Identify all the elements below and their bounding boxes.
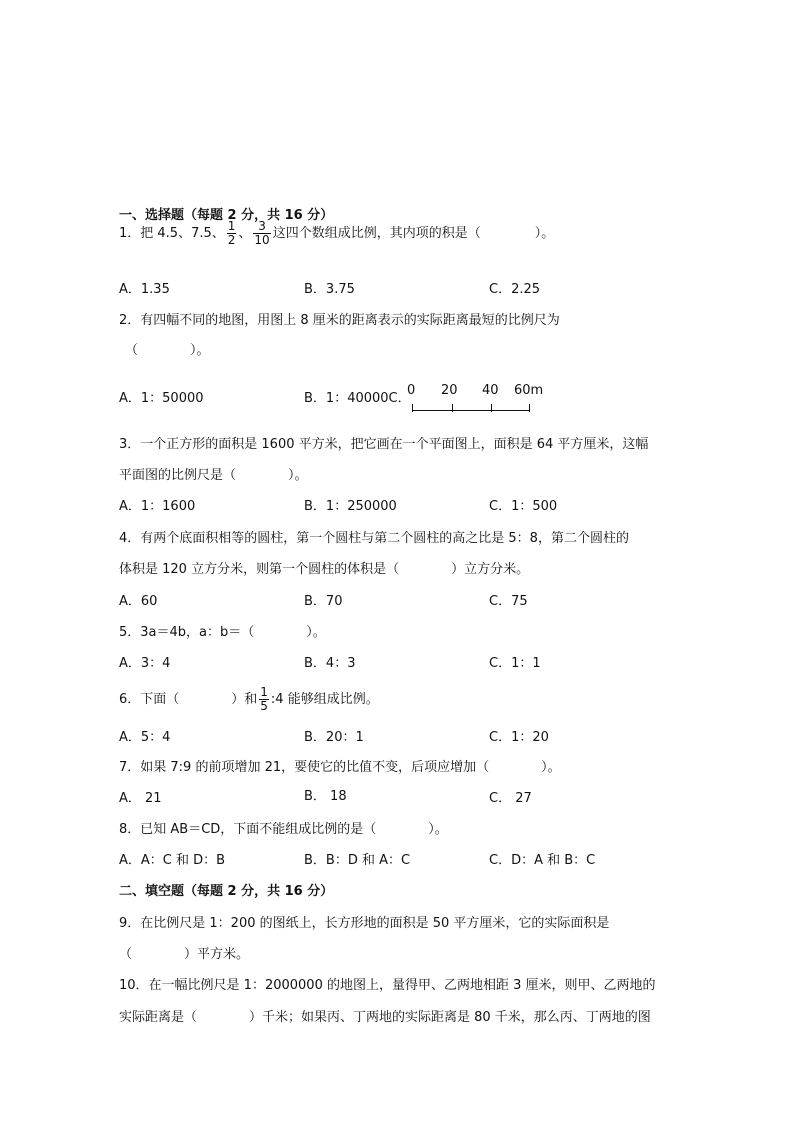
q1-fraction-2	[253, 220, 270, 247]
scale-tick	[491, 404, 492, 412]
q1-option-c[interactable]: C．2.25	[489, 282, 541, 297]
q1-fraction-1-num: 1	[227, 219, 236, 233]
question-4-line-2: 体积是 120 立方分米，则第一个圆柱的体积是（ ）立方分米。	[119, 562, 530, 577]
scale-label-60m: 60m	[514, 383, 544, 398]
q6-fraction	[259, 686, 269, 713]
question-2-line-1: 2．有四幅不同的地图，用图上 8 厘米的距离表示的实际距离最短的比例尺为	[119, 313, 560, 328]
q6-fraction-den: 5	[260, 699, 268, 713]
q6-option-c[interactable]: C．1：20	[489, 730, 549, 745]
q2-option-b[interactable]: B．1：40000C．	[304, 391, 411, 406]
q4-option-c[interactable]: C．75	[489, 594, 528, 609]
q5-option-a[interactable]: A．3：4	[119, 656, 171, 671]
q7-option-a[interactable]: A． 21	[119, 791, 162, 806]
q1-fraction-2-num: 3	[253, 220, 270, 234]
q6-fraction-num: 1	[260, 685, 268, 699]
q4-option-b[interactable]: B．70	[304, 594, 343, 609]
scale-axis-line	[412, 410, 530, 411]
q6-option-a[interactable]: A．5：4	[119, 730, 171, 745]
q1-fraction-2-den: 10	[254, 233, 270, 247]
q8-option-c[interactable]: C．D：A 和 B：C	[489, 853, 596, 868]
q6-option-b[interactable]: B．20：1	[304, 730, 364, 745]
scale-tick	[412, 404, 413, 412]
scale-tick	[529, 404, 530, 412]
q2-option-c-scale-bar[interactable]	[407, 383, 544, 419]
question-1	[119, 214, 554, 254]
q6-text-pre: 6．下面（ ）和	[119, 692, 258, 707]
q1-text-end: ）。	[534, 226, 555, 241]
q8-option-b[interactable]: B．B：D 和 A：C	[304, 853, 411, 868]
q1-option-a[interactable]: A．1.35	[119, 282, 170, 297]
q3-option-c[interactable]: C．1：500	[489, 499, 558, 514]
question-4-line-1: 4．有两个底面积相等的圆柱，第一个圆柱与第二个圆柱的高之比是 5：8，第二个圆柱的	[119, 531, 629, 546]
question-2-line-2: （ ）。	[125, 343, 210, 358]
question-9-line-2: （ ）平方米。	[119, 947, 250, 962]
q1-fraction-1	[227, 220, 237, 247]
q1-text-post: 这四个数组成比例，其内项的积是（	[272, 226, 481, 241]
q3-option-b[interactable]: B．1：250000	[304, 499, 397, 514]
question-7: 7．如果 7:9 的前项增加 21，要使它的比值不变，后项应增加（ ）。	[119, 760, 561, 775]
q7-option-c[interactable]: C． 27	[489, 791, 532, 806]
q1-text-pre: 1．把 4.5、7.5、	[119, 226, 225, 241]
scale-label-0: 0	[407, 383, 416, 398]
question-10-line-1: 10．在一幅比例尺是 1：2000000 的地图上，量得甲、乙两地相距 3 厘米，则甲、乙两地的	[119, 978, 656, 993]
question-3-line-2: 平面图的比例尺是（ ）。	[119, 468, 308, 483]
q1-fraction-1-den: 2	[227, 233, 236, 247]
scale-label-40: 40	[482, 383, 499, 398]
q1-separator: 、	[238, 226, 252, 241]
q3-option-a[interactable]: A．1：1600	[119, 499, 196, 514]
q1-option-b[interactable]: B．3.75	[304, 282, 355, 297]
scale-tick	[452, 404, 453, 412]
q4-option-a[interactable]: A．60	[119, 594, 158, 609]
section-title-choice: 一、选择题（每题 2 分，共 16 分）	[119, 208, 334, 223]
q5-option-b[interactable]: B．4：3	[304, 656, 356, 671]
section-title-fill: 二、填空题（每题 2 分，共 16 分）	[119, 884, 334, 899]
question-8: 8．已知 AB＝CD，下面不能组成比例的是（ ）。	[119, 822, 448, 837]
q6-text-post: :4 能够组成比例。	[270, 692, 379, 707]
question-5: 5．3a＝4b，a：b＝（ ）。	[119, 625, 326, 640]
q2-option-a[interactable]: A．1：50000	[119, 391, 204, 406]
scale-label-20: 20	[441, 383, 458, 398]
q5-option-c[interactable]: C．1：1	[489, 656, 541, 671]
q8-option-a[interactable]: A．A：C 和 D：B	[119, 853, 226, 868]
question-6	[119, 680, 379, 720]
q7-option-b[interactable]: B． 18	[304, 789, 347, 804]
question-9-line-1: 9．在比例尺是 1：200 的图纸上，长方形地的面积是 50 平方厘米，它的实际面积是	[119, 916, 610, 931]
question-3-line-1: 3．一个正方形的面积是 1600 平方米，把它画在一个平面图上，面积是 64 平方厘米，这幅	[119, 437, 649, 452]
question-10-line-2: 实际距离是（ ）千米；如果丙、丁两地的实际距离是 80 千米，那么丙、丁两地的图	[119, 1010, 651, 1025]
